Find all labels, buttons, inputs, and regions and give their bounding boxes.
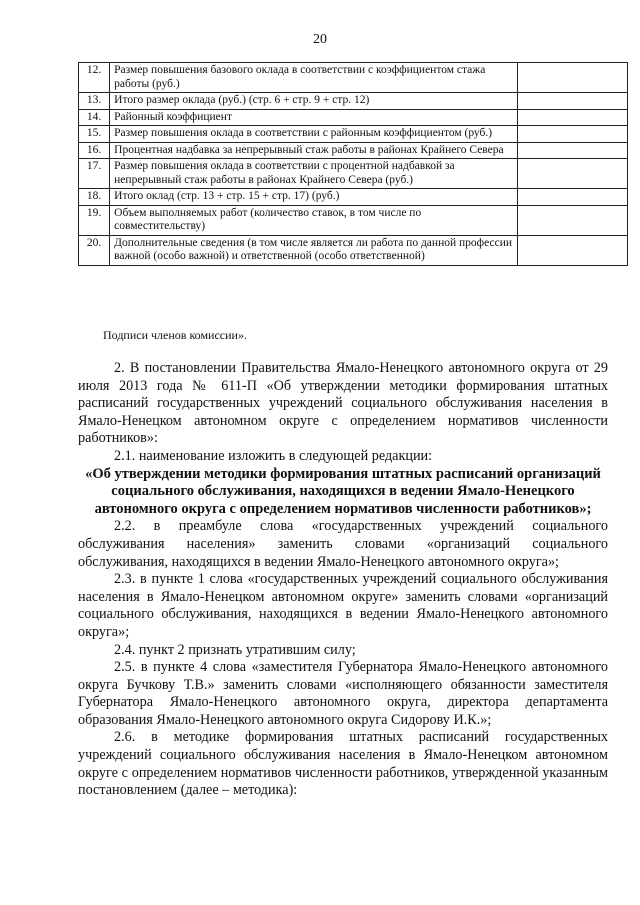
row-description: Размер повышения базового оклада в соответствии с коэффициентом стажа работы (руб.) xyxy=(110,63,518,93)
row-description: Размер повышения оклада в соответствии с районным коэффициентом (руб.) xyxy=(110,126,518,143)
paragraph-2-2: 2.2. в преамбуле слова «государственных учреждений социального обслуживания населения» заменить словами «организаций социального обслуживания, находящихся в ведении Ямало-Ненецкого автономного округа»; xyxy=(78,518,608,570)
table-row xyxy=(79,63,628,93)
row-value-cell xyxy=(518,109,628,126)
row-value-cell xyxy=(518,126,628,143)
row-description: Размер повышения оклада в соответствии с процентной надбавкой за непрерывный стаж работы в районах Крайнего Севера (руб.) xyxy=(110,159,518,189)
paragraph-2-1: 2.1. наименование изложить в следующей редакции: xyxy=(114,447,433,464)
row-number: 17. xyxy=(79,159,110,189)
table-row xyxy=(79,235,628,265)
table-row xyxy=(79,93,628,110)
table-row xyxy=(79,189,628,206)
table-row xyxy=(79,109,628,126)
paragraph-2-5: 2.5. в пункте 4 слова «заместителя Губернатора Ямало-Ненецкого автономного округа Бучкову Т.В.» заменить словами «исполняющего обязанности заместителя Губернатора Ямало-Ненецкого автономного округа, директора департамента образования Ямало-Ненецкого автономного округа Сидорову И.К.»; xyxy=(78,659,608,728)
table-row xyxy=(79,142,628,159)
form-table xyxy=(78,62,628,266)
new-title-heading: «Об утверждении методики формирования штатных расписаний организаций социального обслуживания, находящихся в ведении Ямало-Ненецкого автономного округа с определением нормативов численности работников»; xyxy=(85,465,601,517)
row-value-cell xyxy=(518,235,628,265)
table-row xyxy=(79,205,628,235)
row-value-cell xyxy=(518,159,628,189)
row-value-cell xyxy=(518,189,628,206)
row-number: 12. xyxy=(79,63,110,93)
row-value-cell xyxy=(518,142,628,159)
row-value-cell xyxy=(518,205,628,235)
row-value-cell xyxy=(518,63,628,93)
paragraph-2-4: 2.4. пункт 2 признать утратившим силу; xyxy=(114,641,356,658)
row-description: Процентная надбавка за непрерывный стаж работы в районах Крайнего Севера xyxy=(110,142,518,159)
row-number: 15. xyxy=(79,126,110,143)
document-body xyxy=(78,360,608,800)
row-number: 20. xyxy=(79,235,110,265)
paragraph-2-3: 2.3. в пункте 1 слова «государственных учреждений социального обслуживания населения в Ямало-Ненецком автономном округе» заменить словами «организаций социального обслуживания, находящихся в ведении Ямало-Ненецкого автономного округа»; xyxy=(78,571,608,640)
paragraph-2-6: 2.6. в методике формирования штатных расписаний государственных учреждений социального обслуживания населения в Ямало-Ненецком автономном округе с определением нормативов численности работников, утвержденной указанным постановлением (далее – методика): xyxy=(78,729,608,799)
row-description: Итого оклад (стр. 13 + стр. 15 + стр. 17) (руб.) xyxy=(110,189,518,206)
row-number: 13. xyxy=(79,93,110,110)
commission-signatures-line: Подписи членов комиссии». xyxy=(103,328,247,342)
table-row xyxy=(79,159,628,189)
table-row xyxy=(79,126,628,143)
row-number: 19. xyxy=(79,205,110,235)
row-value-cell xyxy=(518,93,628,110)
paragraph-2: 2. В постановлении Правительства Ямало-Ненецкого автономного округа от 29 июля 2013 года № 611-П «Об утверждении методики формирования штатных расписаний государственных учреждений социального обслуживания населения в Ямало-Ненецком автономном округе с определением нормативов численности работников»: xyxy=(78,360,608,447)
row-number: 16. xyxy=(79,142,110,159)
row-description: Объем выполняемых работ (количество ставок, в том числе по совместительству) xyxy=(110,205,518,235)
row-description: Районный коэффициент xyxy=(110,109,518,126)
row-number: 18. xyxy=(79,189,110,206)
row-description: Итого размер оклада (руб.) (стр. 6 + стр. 9 + стр. 12) xyxy=(110,93,518,110)
row-number: 14. xyxy=(79,109,110,126)
row-description: Дополнительные сведения (в том числе является ли работа по данной профессии важной (особо важной) и ответственной (особо ответственной) xyxy=(110,235,518,265)
page-number: 20 xyxy=(313,32,327,47)
